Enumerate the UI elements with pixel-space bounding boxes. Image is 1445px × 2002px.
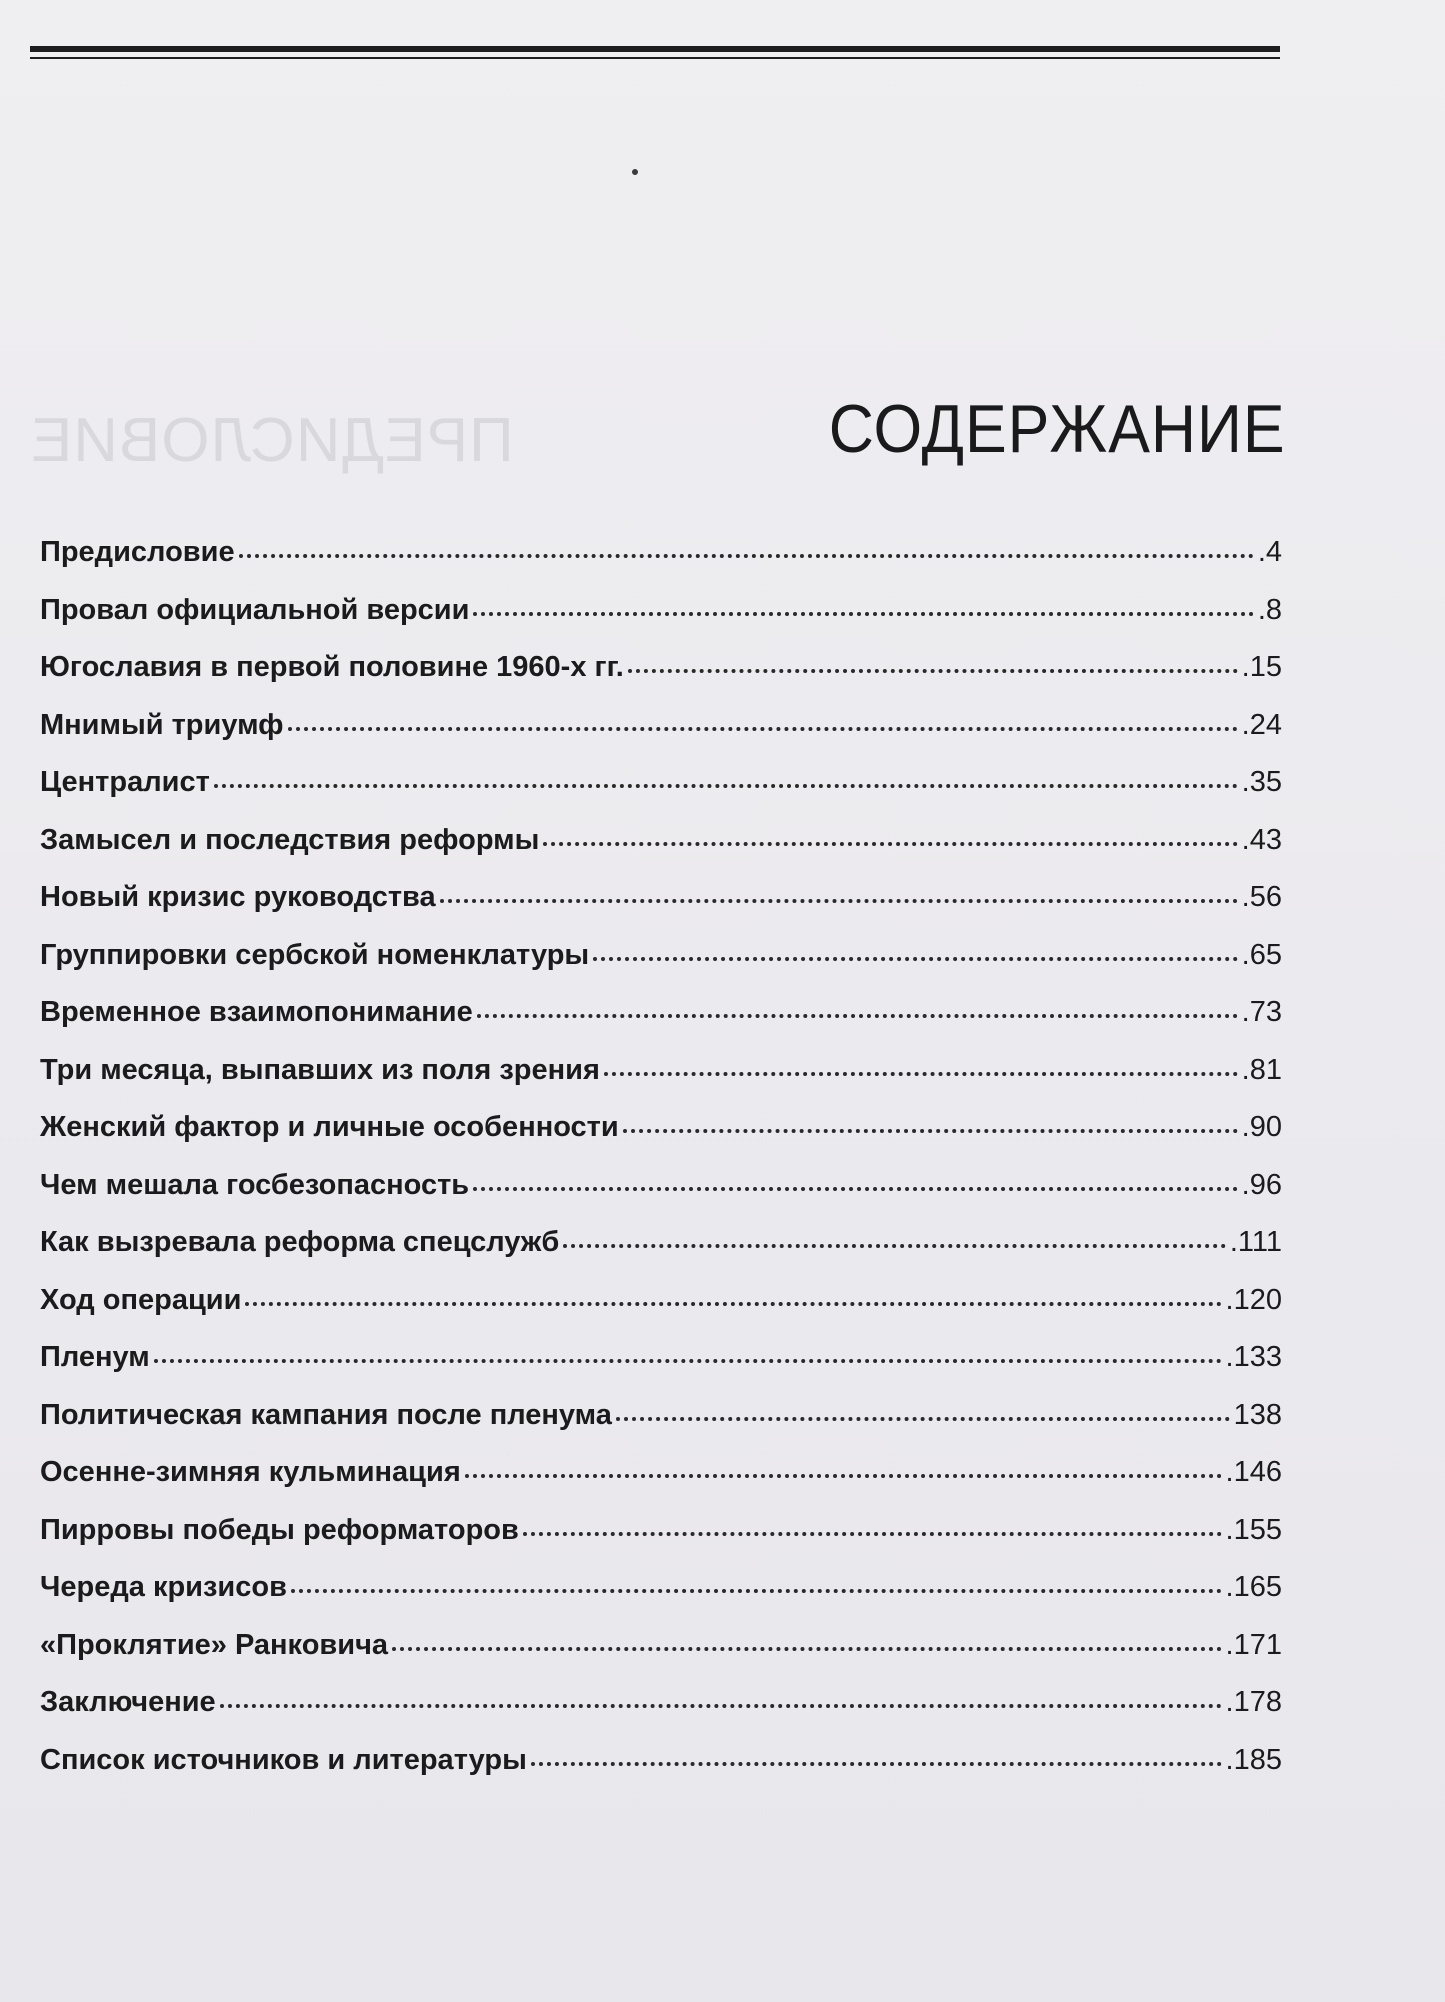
toc-dot-leader xyxy=(531,1761,1222,1766)
toc-dot-leader xyxy=(616,1416,1230,1421)
toc-entry-title: Политическая кампания после пленума xyxy=(40,1398,612,1431)
toc-entry-page: .35 xyxy=(1241,766,1282,798)
toc-entry xyxy=(40,1284,1282,1342)
toc-entry xyxy=(40,1054,1282,1112)
toc-dot-leader xyxy=(245,1301,1221,1306)
toc-entry-page: .120 xyxy=(1225,1283,1282,1316)
toc-entry-title: Временное взаимопонимание xyxy=(40,996,473,1028)
toc-entry-page: 138 xyxy=(1233,1398,1282,1431)
toc-dot-leader xyxy=(154,1358,1222,1363)
toc-entry-title: Замысел и последствия реформы xyxy=(40,823,540,856)
toc-dot-leader xyxy=(239,553,1254,558)
toc-entry xyxy=(40,651,1282,709)
toc-dot-leader xyxy=(291,1588,1222,1593)
toc-entry-title: Заключение xyxy=(40,1686,216,1718)
toc-entry xyxy=(40,1341,1282,1399)
toc-entry-page: .111 xyxy=(1229,1226,1282,1258)
toc-dot-leader xyxy=(477,1013,1238,1018)
toc-dot-leader xyxy=(473,1186,1238,1191)
toc-dot-leader xyxy=(523,1531,1222,1536)
toc-entry-title: Пленум xyxy=(40,1341,150,1373)
toc-entry xyxy=(40,939,1282,997)
header-rule-thin xyxy=(30,57,1280,59)
toc-entry xyxy=(40,824,1282,882)
toc-dot-leader xyxy=(623,1128,1238,1133)
toc-entry xyxy=(40,996,1282,1054)
toc-entry xyxy=(40,1456,1282,1514)
toc-entry-page: .133 xyxy=(1225,1341,1282,1373)
toc-entry xyxy=(40,594,1282,652)
toc-entry-title: Ход операции xyxy=(40,1283,242,1316)
header-rule-thick xyxy=(30,46,1280,52)
toc-entry-title: Список источников и литературы xyxy=(40,1743,527,1776)
toc-entry xyxy=(40,1169,1282,1227)
bleed-through-heading: ПРЕДИСЛОВИЕ xyxy=(30,406,514,475)
toc-entry-title: Как вызревала реформа спецслужб xyxy=(40,1226,560,1258)
toc-entry-page: .165 xyxy=(1225,1571,1282,1603)
toc-entry-page: .43 xyxy=(1241,823,1282,856)
toc-entry-page: .81 xyxy=(1241,1053,1282,1086)
toc-dot-leader xyxy=(440,898,1238,903)
toc-entry-title: Предисловие xyxy=(40,536,235,568)
toc-entry-page: .90 xyxy=(1241,1111,1282,1143)
toc-dot-leader xyxy=(563,1243,1226,1248)
toc-dot-leader xyxy=(288,726,1238,731)
toc-entry xyxy=(40,1226,1282,1284)
toc-dot-leader xyxy=(593,956,1237,961)
toc-entry-page: .65 xyxy=(1241,938,1282,971)
toc-entry-page: .178 xyxy=(1225,1686,1282,1718)
toc-entry-title: Женский фактор и личные особенности xyxy=(40,1111,619,1143)
toc-entry xyxy=(40,1571,1282,1629)
toc-entry-page: .146 xyxy=(1225,1456,1282,1488)
toc-entry-title: Осенне-зимняя кульминация xyxy=(40,1456,461,1488)
toc-entry-page: .56 xyxy=(1241,881,1282,913)
toc-entry-title: Череда кризисов xyxy=(40,1571,287,1603)
toc-entry-title: Пирровы победы реформаторов xyxy=(40,1513,519,1546)
toc-entry-title: Новый кризис руководства xyxy=(40,881,436,913)
toc-entry-page: .73 xyxy=(1241,996,1282,1028)
toc-entry xyxy=(40,1514,1282,1572)
toc-entry-title: Централист xyxy=(40,766,210,798)
toc-entry xyxy=(40,1744,1282,1802)
toc-entry-page: .4 xyxy=(1257,536,1282,568)
toc-entry xyxy=(40,1686,1282,1744)
toc-entry-title: Югославия в первой половине 1960-х гг. xyxy=(40,651,624,683)
toc-entry-title: Провал официальной версии xyxy=(40,593,470,626)
toc-entry xyxy=(40,1399,1282,1457)
toc-entry xyxy=(40,1629,1282,1687)
toc-entry xyxy=(40,536,1282,594)
toc-entry-page: .171 xyxy=(1225,1628,1282,1661)
toc-dot-leader xyxy=(543,841,1237,846)
toc-entry xyxy=(40,709,1282,767)
toc-dot-leader xyxy=(628,668,1238,673)
toc-entry-page: .15 xyxy=(1241,651,1282,683)
toc-entry xyxy=(40,766,1282,824)
toc-entry-title: Мнимый триумф xyxy=(40,708,284,741)
toc-dot-leader xyxy=(220,1703,1222,1708)
toc-dot-leader xyxy=(473,611,1253,616)
print-speck xyxy=(632,169,638,175)
toc-entry-title: Три месяца, выпавших из поля зрения xyxy=(40,1053,600,1086)
toc-entry-title: Группировки сербской номенклатуры xyxy=(40,938,590,971)
toc-dot-leader xyxy=(392,1646,1222,1651)
toc-entry-title: Чем мешала госбезопасность xyxy=(40,1168,470,1201)
table-of-contents xyxy=(40,536,1282,1801)
page-title: СОДЕРЖАНИЕ xyxy=(828,391,1285,467)
toc-entry-title: «Проклятие» Ранковича xyxy=(40,1628,389,1661)
toc-entry-page: .185 xyxy=(1225,1743,1282,1776)
toc-entry-page: .24 xyxy=(1241,708,1282,741)
toc-entry xyxy=(40,881,1282,939)
toc-entry-page: .8 xyxy=(1257,593,1282,626)
toc-entry xyxy=(40,1111,1282,1169)
toc-dot-leader xyxy=(214,783,1238,788)
toc-entry-page: .155 xyxy=(1225,1513,1282,1546)
toc-entry-page: .96 xyxy=(1241,1168,1282,1201)
toc-dot-leader xyxy=(465,1473,1222,1478)
toc-dot-leader xyxy=(604,1071,1238,1076)
